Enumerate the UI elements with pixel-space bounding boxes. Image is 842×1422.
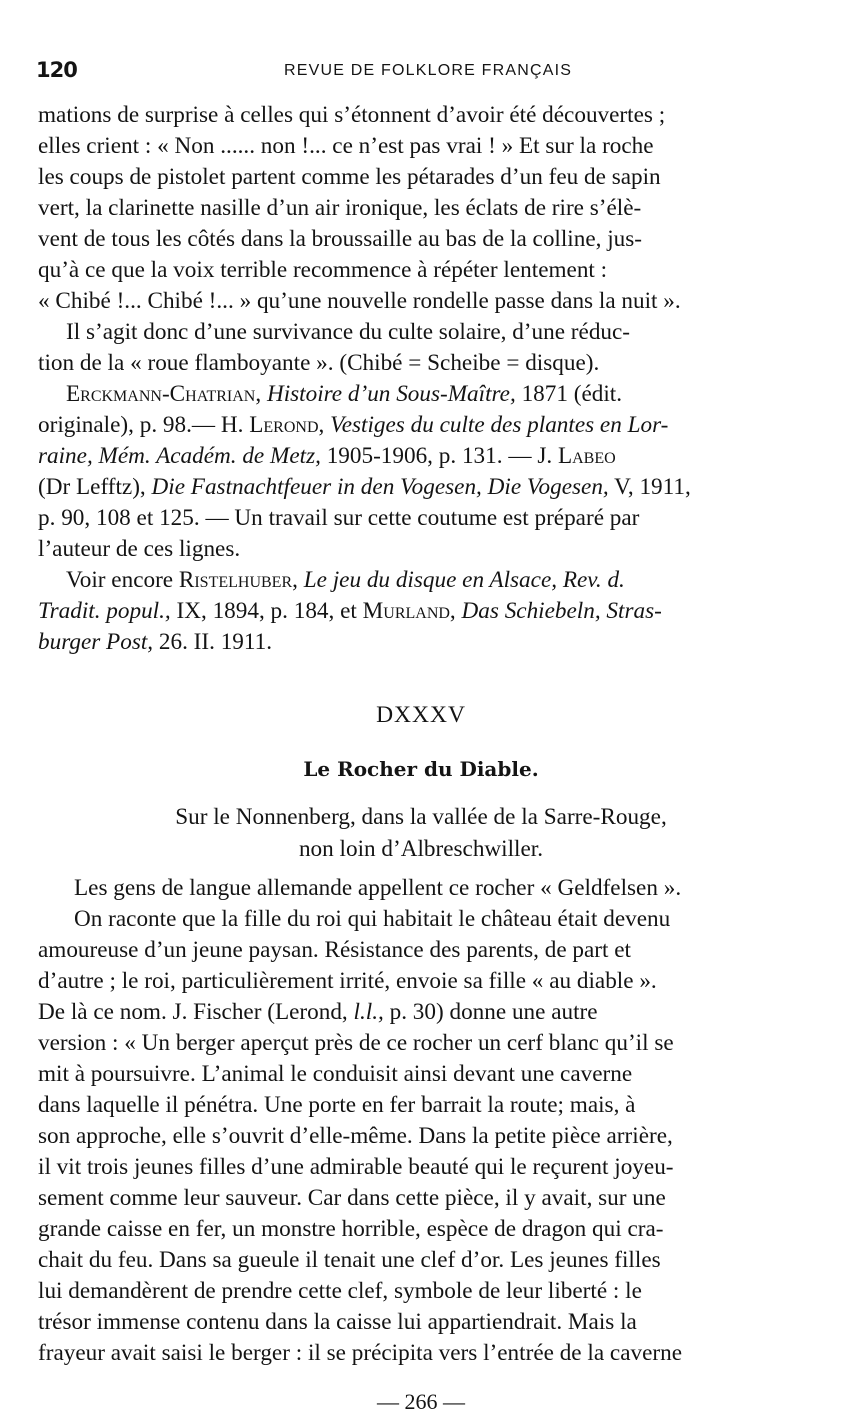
reference-erckmann [66,379,622,410]
ref-title: burger Post, [38,629,154,655]
text-line: mations de surprise à celles qui s’étonnent d’avoir été découvertes ; [38,102,666,128]
ref-author: Labeo [557,443,616,469]
reference-murland-cont [38,627,272,658]
ref-author: Lerond, [249,412,325,438]
reference-labeo [38,441,616,472]
ref-author: Murland, [362,598,456,624]
text-line: qu’à ce que la voix terrible recommence à répéter lentement : [38,257,608,283]
ref-details: 1871 (édit. [521,381,623,407]
reference-murland [38,596,662,627]
page-number: 120 [36,58,77,82]
text-line: Il s’agit donc d’une survivance du culte solaire, d’une réduc- [66,319,631,345]
text-line: « Chibé !... Chibé !... » qu’une nouvelle rondelle passe dans la nuit ». [38,288,681,314]
text-line: p. 90, 108 et 125. — Un travail sur cette coutume est préparé par [38,505,640,531]
text-line: version : « Un berger aperçut près de ce rocher un cerf blanc qu’il se [38,1030,674,1056]
ref-title: raine, Mém. Académ. de Metz, [38,443,321,469]
ref-title: Das Schiebeln, Stras- [461,598,662,624]
text-line: son approche, elle s’ouvrit d’elle-même. Dans la petite pièce arrière, [38,1123,673,1149]
text-line: tion de la « roue flamboyante ». (Chibé = Scheibe = disque). [38,350,600,376]
ref-honorific: (Dr Lefftz), [38,474,146,500]
ref-intro: Voir encore [66,567,174,593]
text-line: vert, la clarinette nasille d’un air ironique, les éclats de rire s’élè- [38,195,642,221]
text-line: vent de tous les côtés dans la broussaille au bas de la colline, jus- [38,226,643,252]
text-line: d’autre ; le roi, particulièrement irrité, envoie sa fille « au diable ». [38,968,657,994]
text-line: amoureuse d’un jeune paysan. Résistance des parents, de part et [38,937,632,963]
text-line: frayeur avait saisi le berger : il se précipita vers l’entrée de la caverne [38,1340,682,1366]
location-line: non loin d’Albreschwiller. [298,836,544,862]
section-title: Le Rocher du Diable. [303,757,539,781]
ref-title: Tradit. popul., [38,598,171,624]
text-line: sement comme leur sauveur. Car dans cette pièce, il y avait, sur une [38,1185,666,1211]
text-line: elles crient : « Non ...... non !... ce n’est pas vrai ! » Et sur la roche [38,133,654,159]
text-line: Les gens de langue allemande appellent ce rocher « Geldfelsen ». [74,875,682,901]
ref-title: Die Fastnachtfeuer in den Vogesen, Die Vogesen, [151,474,609,500]
page-folio: — 266 — [377,1389,465,1414]
running-title: REVUE DE FOLKLORE FRANÇAIS [284,62,573,79]
text-line: les coups de pistolet partent comme les pétarades d’un feu de sapin [38,164,661,190]
text-fragment: De là ce nom. J. Fischer (Lerond, [38,999,348,1025]
ref-details: originale), p. 98.— H. [38,412,244,438]
text-line: trésor immense contenu dans la caisse lui appartiendrait. Mais la [38,1309,637,1335]
reference-lerond [38,410,668,441]
section-number: DXXXV [376,702,466,728]
ref-details: V, 1911, [614,474,691,500]
ref-details: 26. II. 1911. [158,629,273,655]
text-line: dans laquelle il pénétra. Une porte en fer barrait la route; mais, à [38,1092,636,1118]
location-line: Sur le Nonnenberg, dans la vallée de la Sarre-Rouge, [175,804,667,830]
text-line: il vit trois jeunes filles d’une admirable beauté qui le reçurent joyeu- [38,1154,674,1180]
ref-title: Histoire d’un Sous-Maître, [266,381,516,407]
text-line: mit à poursuivre. L’animal le conduisit ainsi devant une caverne [38,1061,633,1087]
text-line: lui demandèrent de prendre cette clef, symbole de leur liberté : le [38,1278,642,1304]
citation-abbrev: l.l., [353,999,384,1025]
reference-labeo-title [38,472,691,503]
ref-title: Vestiges du culte des plantes en Lor- [330,412,669,438]
ref-details: IX, 1894, p. 184, et [176,598,357,624]
text-line-with-citation [38,997,598,1028]
text-line: On raconte que la fille du roi qui habitait le château était devenu [74,906,671,932]
ref-title: Le jeu du disque en Alsace, Rev. d. [303,567,625,593]
text-line: chait du feu. Dans sa gueule il tenait une clef d’or. Les jeunes filles [38,1247,661,1273]
ref-details: 1905-1906, p. 131. — J. [326,443,553,469]
reference-ristelhuber [66,565,625,596]
text-line: l’auteur de ces lignes. [38,536,241,562]
text-fragment: p. 30) donne une autre [389,999,598,1025]
ref-author: Erckmann-Chatrian, [66,381,262,407]
text-line: grande caisse en fer, un monstre horrible, espèce de dragon qui cra- [38,1216,664,1242]
running-header [36,58,836,84]
ref-author: Ristelhuber, [178,567,298,593]
